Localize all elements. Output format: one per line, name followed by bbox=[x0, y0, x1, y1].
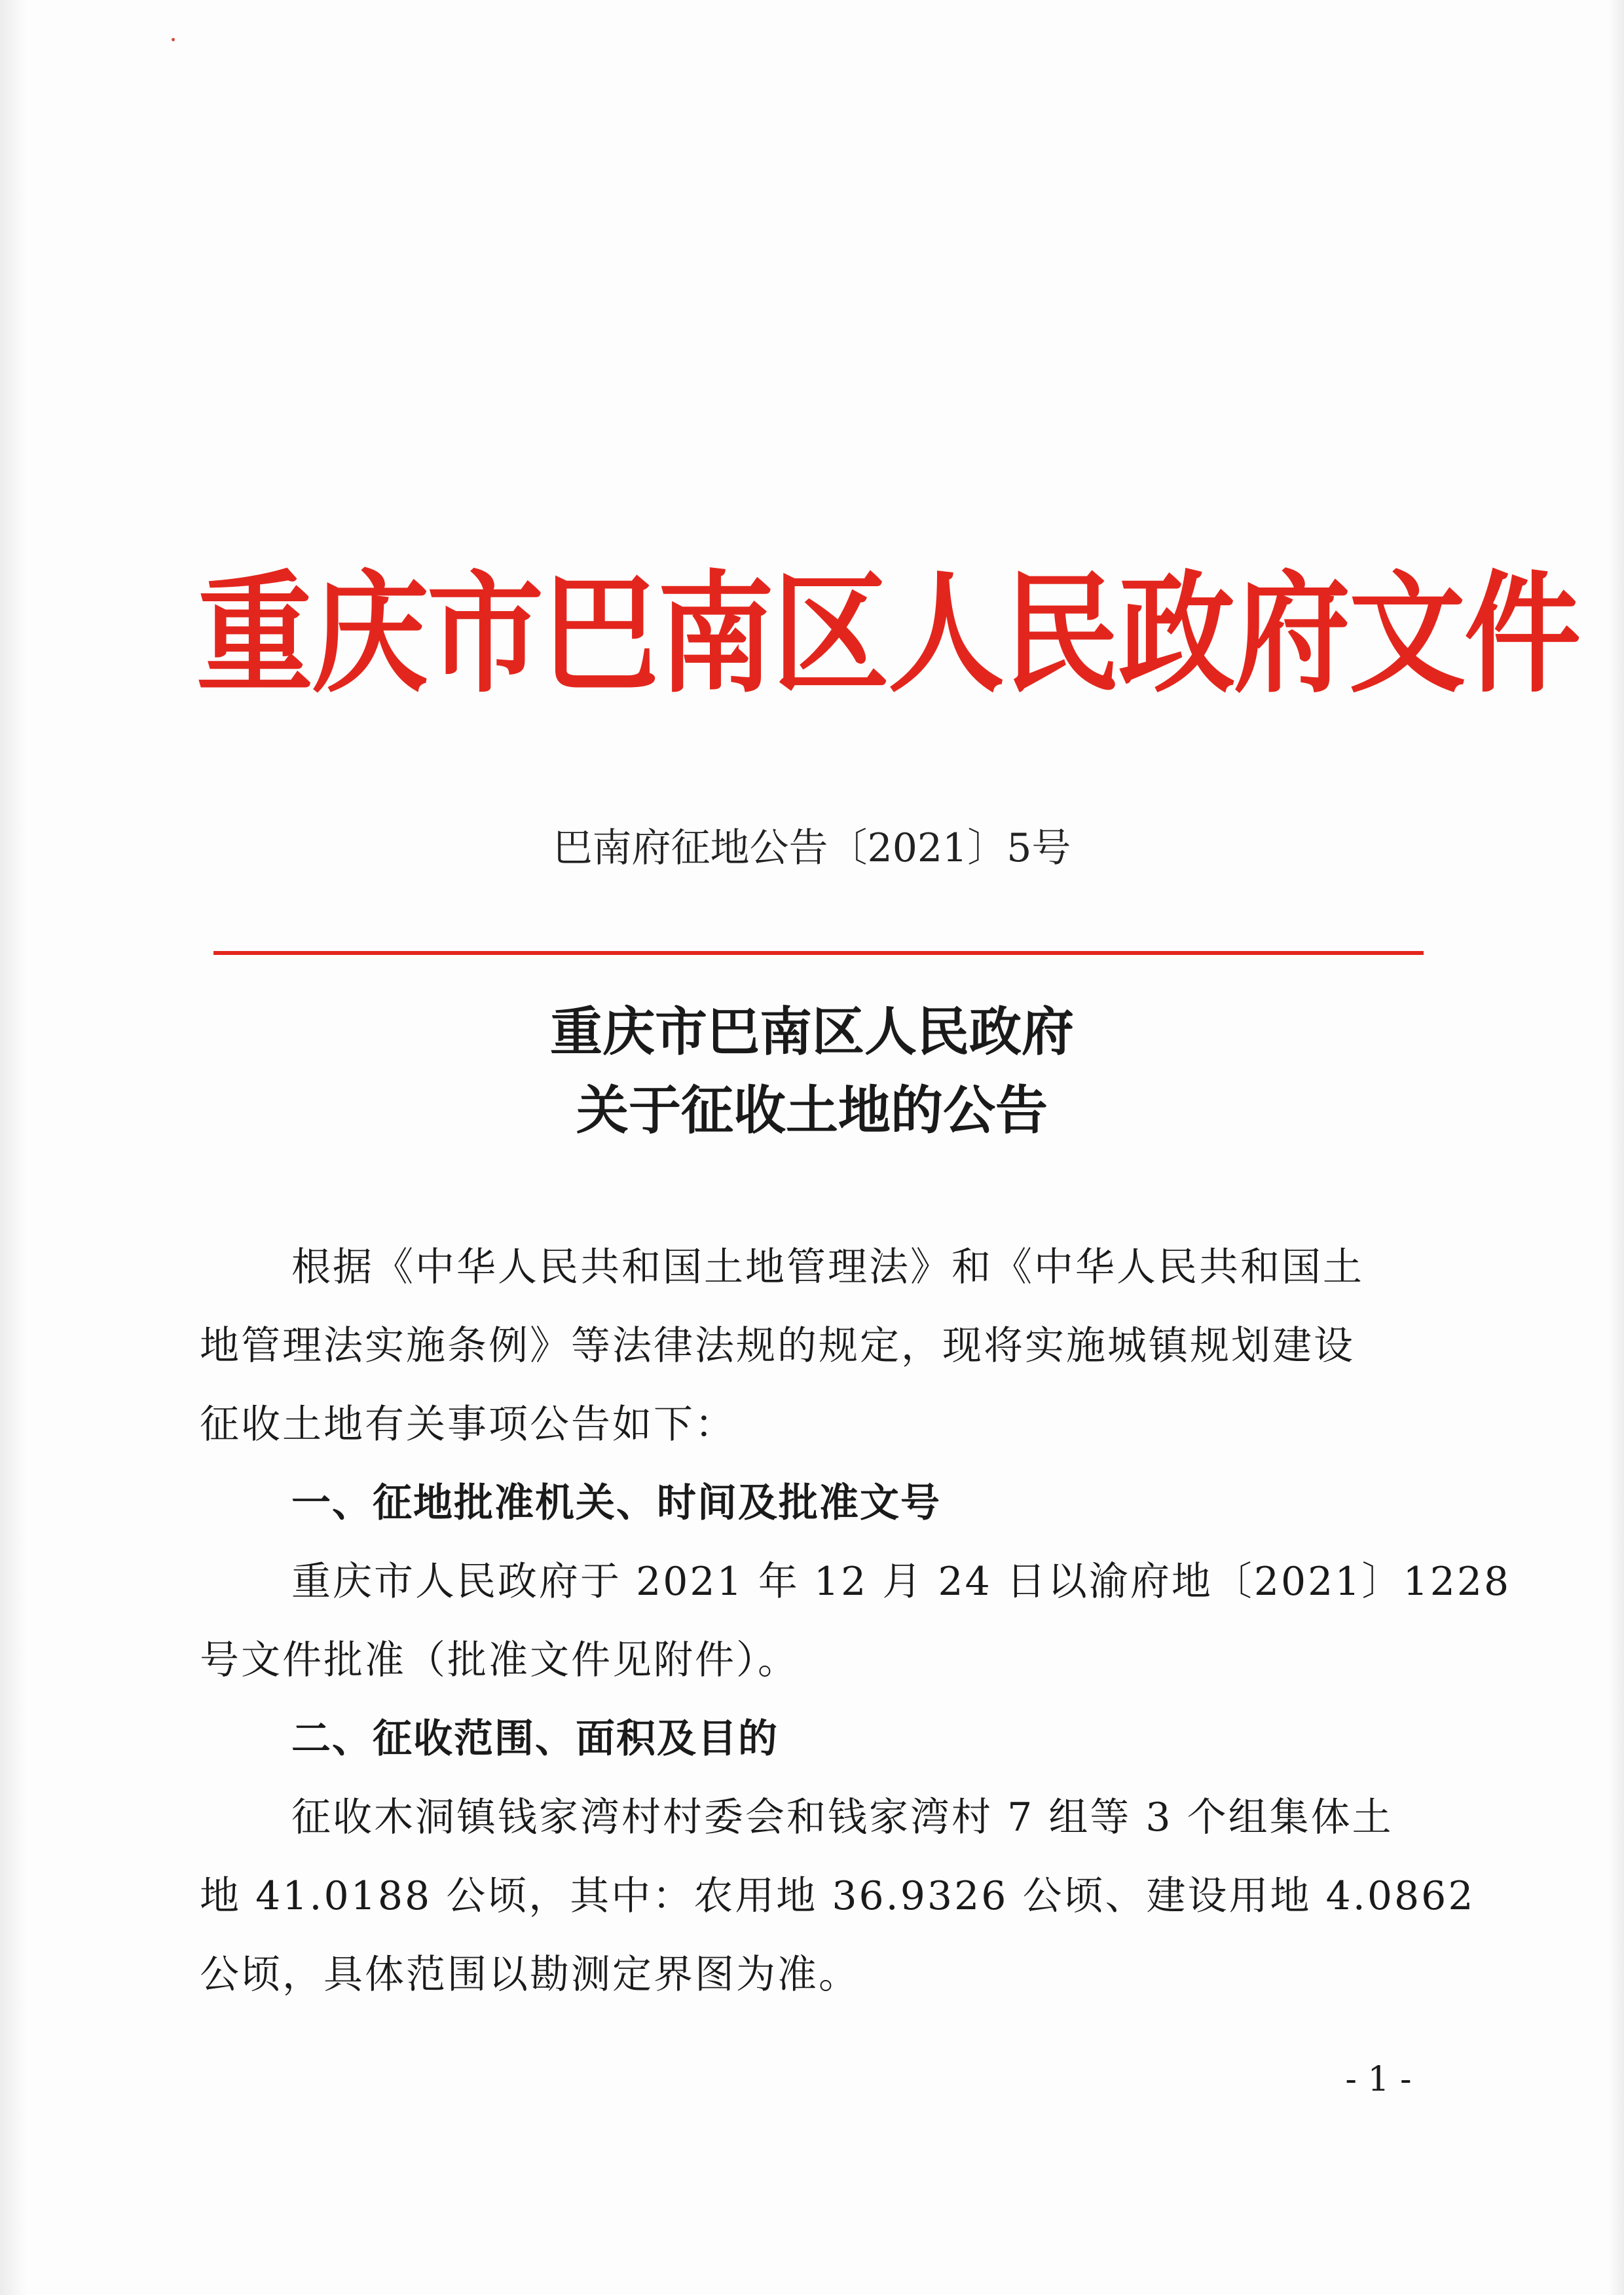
intro-line-2: 地管理法实施条例》等法律法规的规定，现将实施城镇规划建设 bbox=[200, 1323, 1355, 1369]
section-2-heading: 二、征收范围、面积及目的 bbox=[291, 1716, 779, 1762]
section-2-line-3: 公顷，具体范围以勘测定界图为准。 bbox=[200, 1952, 860, 1998]
section-2-line-1: 征收木洞镇钱家湾村村委会和钱家湾村 7 组等 3 个组集体土 bbox=[291, 1795, 1393, 1840]
document-number: 巴南府征地公告〔2021〕5号 bbox=[553, 825, 1071, 871]
notice-title-line-2: 关于征收土地的公告 bbox=[576, 1079, 1048, 1141]
intro-line-1: 根据《中华人民共和国土地管理法》和《中华人民共和国土 bbox=[291, 1244, 1364, 1290]
scan-edge-shadow-right bbox=[1608, 0, 1624, 2295]
section-1-heading: 一、征地批准机关、时间及批准文号 bbox=[291, 1480, 941, 1526]
section-2-line-2: 地 41.0188 公顷，其中：农用地 36.9326 公顷、建设用地 4.0862 bbox=[200, 1873, 1475, 1919]
scan-speck bbox=[172, 38, 175, 41]
section-1-line-1: 重庆市人民政府于 2021 年 12 月 24 日以渝府地〔2021〕1228 bbox=[291, 1559, 1511, 1605]
red-masthead: 重庆市巴南区人民政府文件 bbox=[196, 557, 1579, 711]
intro-line-3: 征收土地有关事项公告如下： bbox=[200, 1402, 736, 1447]
red-divider-rule bbox=[213, 951, 1424, 955]
section-1-line-2: 号文件批准（批准文件见附件）。 bbox=[200, 1637, 799, 1683]
page-number: - 1 - bbox=[1345, 2060, 1412, 2099]
notice-title-line-1: 重庆市巴南区人民政府 bbox=[550, 1001, 1074, 1062]
scan-edge-shadow-left bbox=[0, 0, 26, 2295]
